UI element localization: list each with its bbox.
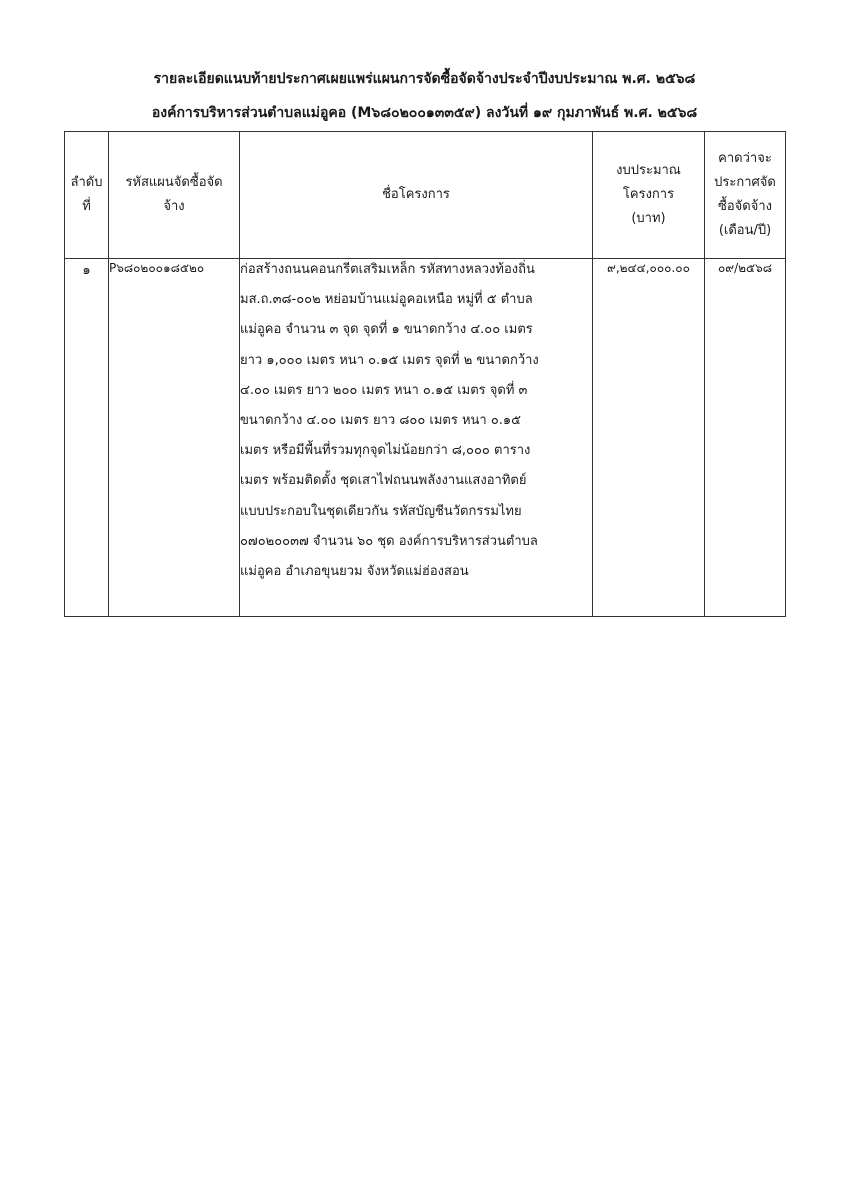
project-name-line: ก่อสร้างถนนคอนกรีตเสริมเหล็ก รหัสทางหลวงท้องถิ่น [240,262,535,277]
project-name-line: มส.ถ.๓๘-๐๐๒ หย่อมบ้านแม่อูคอเหนือ หมู่ที่ ๕ ตำบล [240,292,533,308]
project-name-line: แม่อูคอ จำนวน ๓ จุด จุดที่ ๑ ขนาดกว้าง ๔.๐๐ เมตร [240,322,533,338]
column-header-name-line: ชื่อโครงการ [382,187,450,202]
column-header-no-line: ลำดับ [70,175,103,190]
table-row [65,259,786,617]
column-header-no [65,132,109,259]
document-title: รายละเอียดแนบท้ายประกาศเผยแพร่แผนการจัดซื้อจัดจ้างประจำปีงบประมาณ พ.ศ. ๒๕๖๘ [153,71,696,87]
column-header-name [240,132,593,259]
column-header-code-line: จ้าง [163,199,185,214]
column-header-budget-line: โครงการ [622,187,675,202]
project-name-line: ๐๗๐๒๐๐๓๗ จำนวน ๖๐ ชุด องค์การบริหารส่วนตำบล [240,533,538,549]
column-header-month [705,132,786,259]
project-name-line: แบบประกอบในชุดเดียวกัน รหัสบัญชีนวัตกรรมไทย [240,503,522,519]
project-name-line: เมตร พร้อมติดตั้ง ชุดเสาไฟถนนพลังงานแสงอาทิตย์ [240,473,527,489]
column-header-budget-line: งบประมาณ [616,163,681,178]
column-header-month-line: (เดือน/ปี) [718,223,772,238]
project-budget: ๙,๒๔๔,๐๐๐.๐๐ [593,259,705,617]
column-header-month-line: ประกาศจัด [714,175,776,190]
project-name-line: ยาว ๑,๐๐๐ เมตร หนา ๐.๑๕ เมตร จุดที่ ๒ ขนาดกว้าง [240,352,539,368]
document-subtitle: องค์การบริหารส่วนตำบลแม่อูคอ (M๖๘๐๒๐๐๑๓๓๕๙) ลงวันที่ ๑๙ กุมภาพันธ์ พ.ศ. ๒๕๖๘ [151,105,698,121]
column-header-budget [593,132,705,259]
column-header-code-line: รหัสแผนจัดซื้อจัด [125,175,223,190]
column-header-month-line: คาดว่าจะ [718,151,772,166]
project-name-line: ขนาดกว้าง ๔.๐๐ เมตร ยาว ๘๐๐ เมตร หนา ๐.๑๕ [240,412,522,428]
project-name [240,259,593,617]
procurement-plan-table [64,131,786,617]
column-header-no-line: ที่ [82,199,91,214]
table-header-row [65,132,786,259]
row-number: ๑ [65,259,109,617]
project-name-line: ๔.๐๐ เมตร ยาว ๒๐๐ เมตร หนา ๐.๑๕ เมตร จุดที่ ๓ [240,382,528,398]
column-header-budget-line: (บาท) [631,211,666,226]
column-header-month-line: ซื้อจัดจ้าง [718,199,772,214]
project-name-line: เมตร หรือมีพื้นที่รวมทุกจุดไม่น้อยกว่า ๘,๐๐๐ ตาราง [240,443,531,459]
plan-code: P๖๘๐๒๐๐๑๘๕๒๐ [109,259,240,617]
announce-month: ๐๙/๒๕๖๘ [705,259,786,617]
project-name-line: แม่อูคอ อำเภอขุนยวม จังหวัดแม่ฮ่องสอน [240,563,469,579]
column-header-code [109,132,240,259]
